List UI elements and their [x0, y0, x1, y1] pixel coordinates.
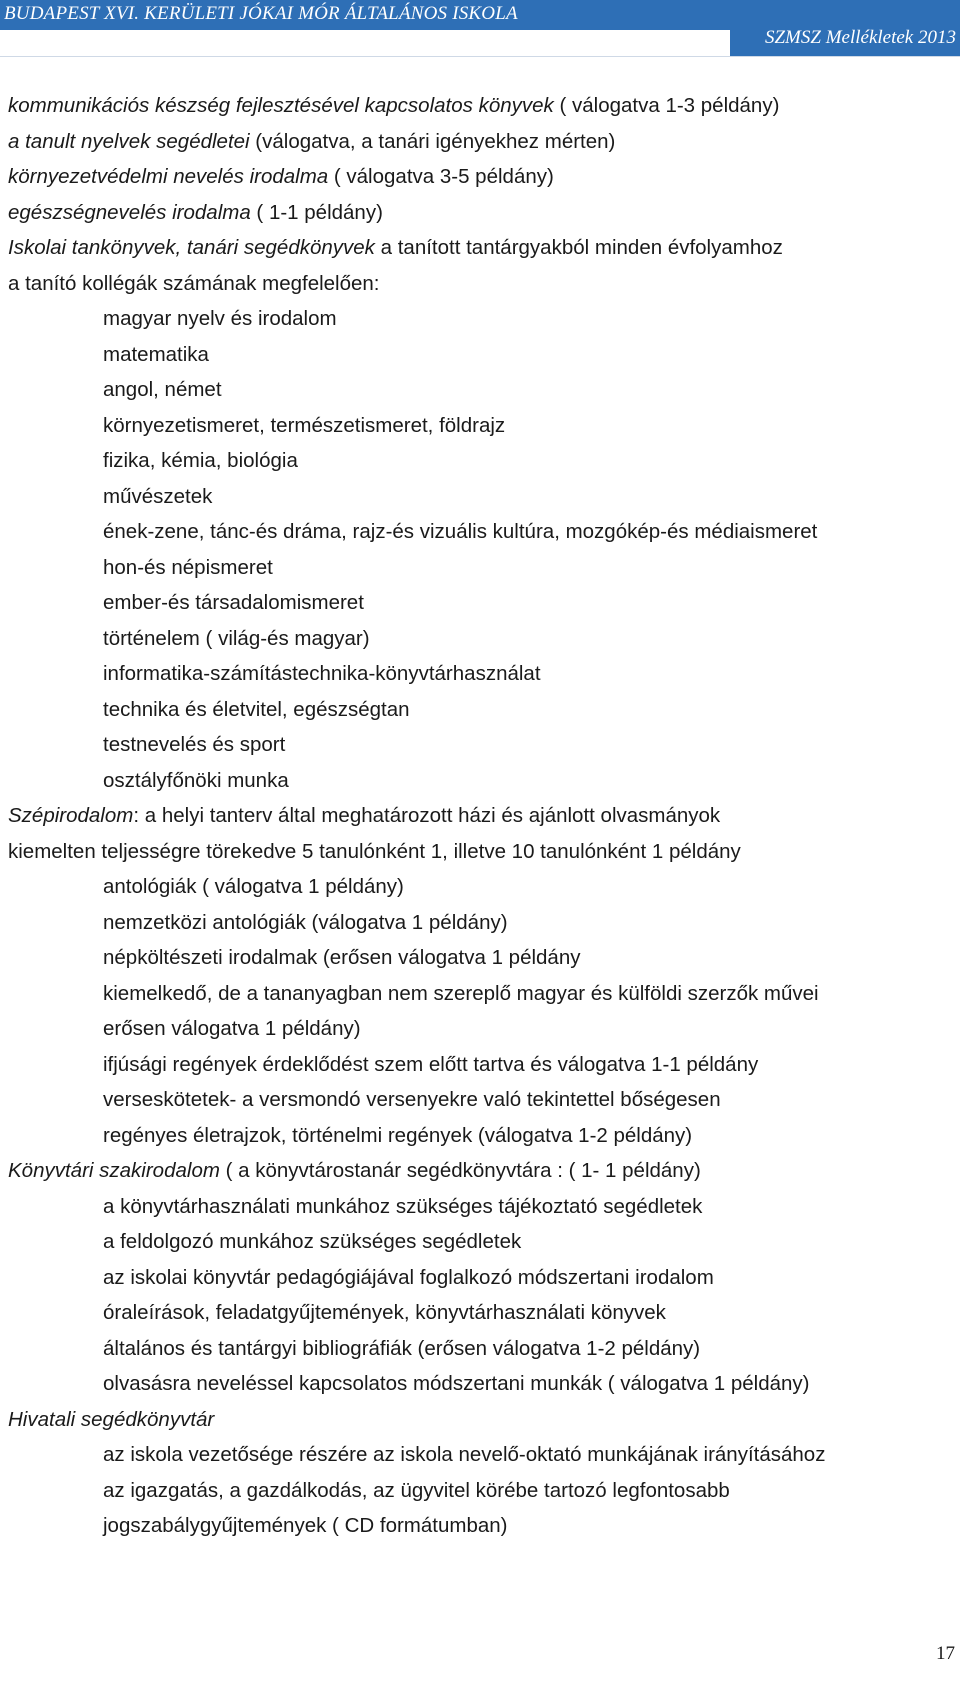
section-heading: Könyvtári szakirodalom ( a könyvtárostanár segédkönyvtára : ( 1- 1 példány)	[8, 1159, 701, 1182]
list-item: kommunikációs készség fejlesztésével kapcsolatos könyvek ( válogatva 1-3 példány)	[8, 94, 780, 117]
subject-item: matematika	[103, 342, 209, 366]
literature-item: antológiák ( válogatva 1 példány)	[103, 875, 404, 898]
reference-item: általános és tantárgyi bibliográfiák (erősen válogatva 1-2 példány)	[103, 1336, 701, 1360]
section-heading: Iskolai tankönyvek, tanári segédkönyvek a tanított tantárgyakból minden évfolyamhoz	[8, 236, 783, 259]
subject-item: környezetismeret, természetismeret, földrajz	[103, 413, 506, 437]
literature-item: erősen válogatva 1 példány)	[103, 1017, 361, 1040]
literature-item: verseskötetek- a versmondó versenyekre való tekintettel bőségesen	[103, 1088, 721, 1111]
official-item: az igazgatás, a gazdálkodás, az ügyvitel körébe tartozó legfontosabb	[103, 1478, 730, 1502]
reference-item: óraleírások, feladatgyűjtemények, könyvtárhasználati könyvek	[103, 1301, 666, 1324]
list-item: egészségnevelés irodalma ( 1-1 példány)	[8, 200, 383, 224]
subject-item: fizika, kémia, biológia	[103, 449, 298, 472]
subject-item: technika és életvitel, egészségtan	[103, 697, 410, 721]
subject-item: ember-és társadalomismeret	[103, 591, 364, 614]
document-body	[8, 88, 956, 1544]
subject-item: ének-zene, tánc-és dráma, rajz-és vizuális kultúra, mozgókép-és médiaismeret	[103, 520, 818, 543]
reference-item: az iskolai könyvtár pedagógiájával foglalkozó módszertani irodalom	[103, 1265, 714, 1289]
reference-item: olvasásra neveléssel kapcsolatos módszertani munkák ( válogatva 1 példány)	[103, 1372, 810, 1395]
subject-item: művészetek	[103, 484, 213, 508]
subject-item: testnevelés és sport	[103, 733, 286, 756]
page-number: 17	[936, 1643, 955, 1664]
subject-item: történelem ( világ-és magyar)	[103, 626, 370, 650]
reference-item: a könyvtárhasználati munkához szükséges tájékoztató segédletek	[103, 1194, 703, 1218]
header-bar	[0, 0, 960, 30]
literature-item: nemzetközi antológiák (válogatva 1 példány)	[103, 910, 508, 934]
literature-item: regényes életrajzok, történelmi regények (válogatva 1-2 példány)	[103, 1123, 693, 1147]
literature-item: kiemelkedő, de a tananyagban nem szereplő magyar és külföldi szerzők művei	[103, 981, 819, 1005]
document-subtitle: SZMSZ Mellékletek 2013	[764, 27, 956, 48]
literature-item: népköltészeti irodalmak (erősen válogatva 1 példány	[103, 946, 581, 969]
school-name: BUDAPEST XVI. KERÜLETI JÓKAI MÓR ÁLTALÁNOS ISKOLA	[4, 3, 518, 24]
subject-item: osztályfőnöki munka	[103, 768, 289, 792]
header-divider	[0, 56, 960, 57]
subject-item: hon-és népismeret	[103, 555, 273, 579]
list-item: környezetvédelmi nevelés irodalma ( válogatva 3-5 példány)	[8, 165, 554, 188]
official-item: jogszabálygyűjtemények ( CD formátumban)	[103, 1514, 508, 1537]
official-item: az iskola vezetősége részére az iskola nevelő-oktató munkájának irányításához	[103, 1443, 826, 1466]
subject-item: angol, német	[103, 378, 222, 401]
list-item: a tanult nyelvek segédletei (válogatva, a tanári igényekhez mérten)	[8, 129, 616, 153]
section-heading: Hivatali segédkönyvtár	[8, 1407, 215, 1431]
section-heading: Szépirodalom: a helyi tanterv által meghatározott házi és ajánlott olvasmányok	[8, 804, 721, 827]
literature-item: ifjúsági regények érdeklődést szem előtt tartva és válogatva 1-1 példány	[103, 1052, 759, 1076]
subject-item: informatika-számítástechnika-könyvtárhasználat	[103, 662, 541, 685]
reference-item: a feldolgozó munkához szükséges segédletek	[103, 1230, 522, 1253]
paragraph-line: a tanító kollégák számának megfelelően:	[8, 271, 380, 295]
subject-item: magyar nyelv és irodalom	[103, 307, 337, 330]
paragraph-line: kiemelten teljességre törekedve 5 tanulónként 1, illetve 10 tanulónként 1 példány	[8, 839, 741, 863]
